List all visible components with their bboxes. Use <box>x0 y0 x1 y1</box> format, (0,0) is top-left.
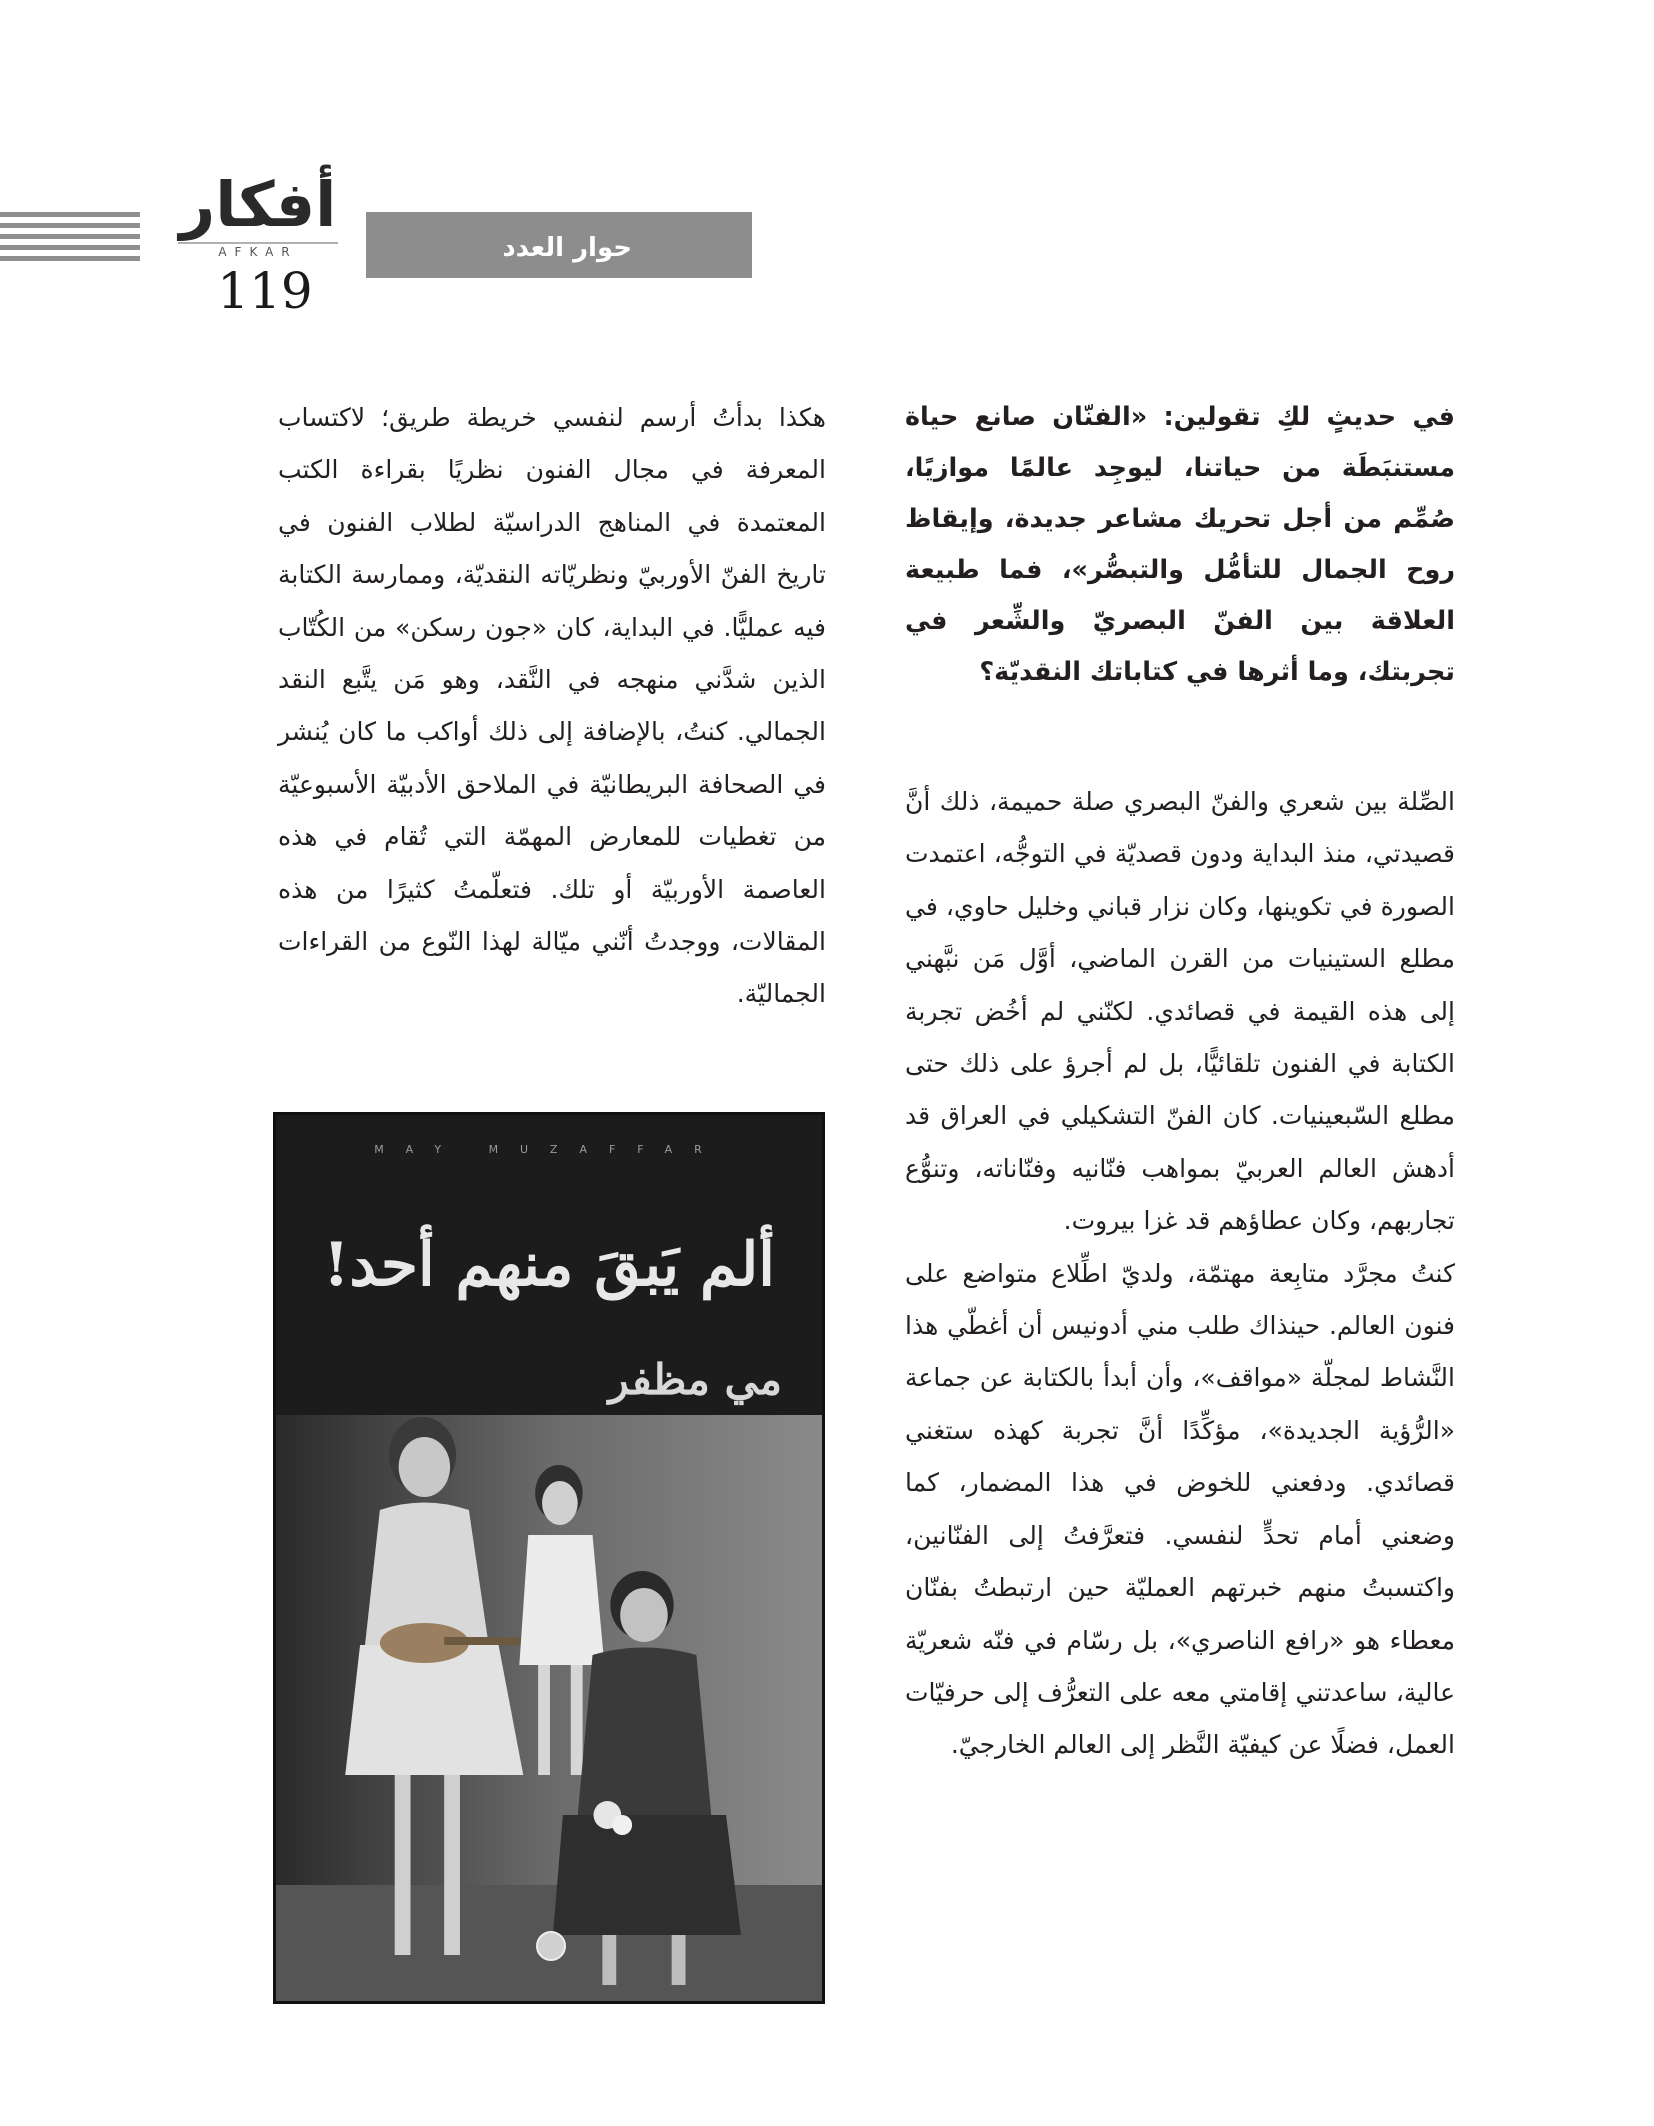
vintage-photo-figures <box>276 1415 822 2004</box>
section-title: حوار العدد <box>502 233 632 263</box>
book-author-latin: MAY MUZAFFAR <box>374 1143 724 1156</box>
header-stripes <box>0 212 140 274</box>
book-cover-image <box>273 1112 825 2004</box>
interview-answer <box>905 776 1455 1772</box>
answer-paragraph-2: كنتُ مجرَّد متابِعة مهتمّة، ولديّ اطِّلاع متواضع على فنون العالم. حينذاك طلب مني أدونيس أن أغطّي هذا النَّشاط لمجلّة «مواقف»، وأن أبدأ بالكتابة عن جماعة «الرُّؤية الجديدة»، مؤكِّدًا أنَّ تجربة كهذه ستغني قصائدي. ودفعني للخوض في هذا المضمار، كما وضعني أمام تحدٍّ لنفسي. فتعرَّفتُ إلى الفنّانين، واكتسبتُ منهم خبرتهم العمليّة حين ارتبطتُ بفنّان معطاء هو «رافع الناصري»، بل رسّام في فنّه شعريّة عالية، ساعدتني إقامتي معه على التعرُّف إلى حرفيّات العمل، فضلًا عن كيفيّة النَّظر إلى العالم الخارجيّ. <box>905 1258 1455 1760</box>
answer-continuation <box>278 392 826 1021</box>
left-paragraph: هكذا بدأتُ أرسم لنفسي خريطة طريق؛ لاكتساب المعرفة في مجال الفنون نظريًا بقراءة الكتب المعتمدة في المناهج الدراسيّة لطلاب الفنون في تاريخ الفنّ الأوربيّ ونظريّاته النقديّة، وممارسة الكتابة فيه عمليًّا. في البداية، كان «جون رسكن» من الكُتّاب الذين شدَّني منهجه في النَّقد، وهو مَن يتَّبع النقد الجمالي. كنتُ، بالإضافة إلى ذلك أواكب ما كان يُنشر في الصحافة البريطانيّة في الملاحق الأدبيّة الأسبوعيّة من تغطيات للمعارض المهمّة التي تُقام في هذه العاصمة الأوربيّة أو تلك. فتعلّمتُ كثيرًا من هذه المقالات، ووجدتُ أنّني ميّالة لهذا النّوع من القراءات الجماليّة. <box>278 403 826 1009</box>
publisher-logo-icon <box>536 1931 566 1961</box>
magazine-logo: أفكار <box>179 168 337 241</box>
section-banner <box>366 212 752 278</box>
question-text: في حديثٍ لكِ تقولين: «الفنّان صانع حياة مستنبَطَة من حياتنا، ليوجِد عالمًا موازيًا، صُمِّم من أجل تحريك مشاعر جديدة، وإيقاظ روح الجمال للتأمُّل والتبصُّر»، فما طبيعة العلاقة بين الفنّ البصريّ والشِّعر في تجربتك، وما أثرها في كتاباتك النقديّة؟ <box>905 402 1455 687</box>
magazine-logo-latin: AFKAR <box>178 242 338 262</box>
book-title: ألم يَبقَ منهم أحد! <box>323 1230 775 1300</box>
answer-paragraph-1: الصِّلة بين شعري والفنّ البصري صلة حميمة، ذلك أنَّ قصيدتي، منذ البداية ودون قصديّة في التوجُّه، اعتمدت الصورة في تكوينها، وكان نزار قباني وخليل حاوي، في مطلع الستينيات من القرن الماضي، أوَّل مَن نبَّهني إلى هذه القيمة في قصائدي. لكنّني لم أخُض تجربة الكتابة في الفنون تلقائيًّا، بل لم أجرؤ على ذلك حتى مطلع السّبعينيات. كان الفنّ التشكيلي في العراق قد أدهش العالم العربيّ بمواهب فنّانيه وفنّاناته، وتنوُّع تجاربهم، وكان عطاؤهم قد غزا بيروت. <box>905 787 1455 1236</box>
interview-question <box>905 392 1455 698</box>
page-number: 119 <box>217 262 313 320</box>
book-author: مي مظفر <box>608 1355 782 1404</box>
